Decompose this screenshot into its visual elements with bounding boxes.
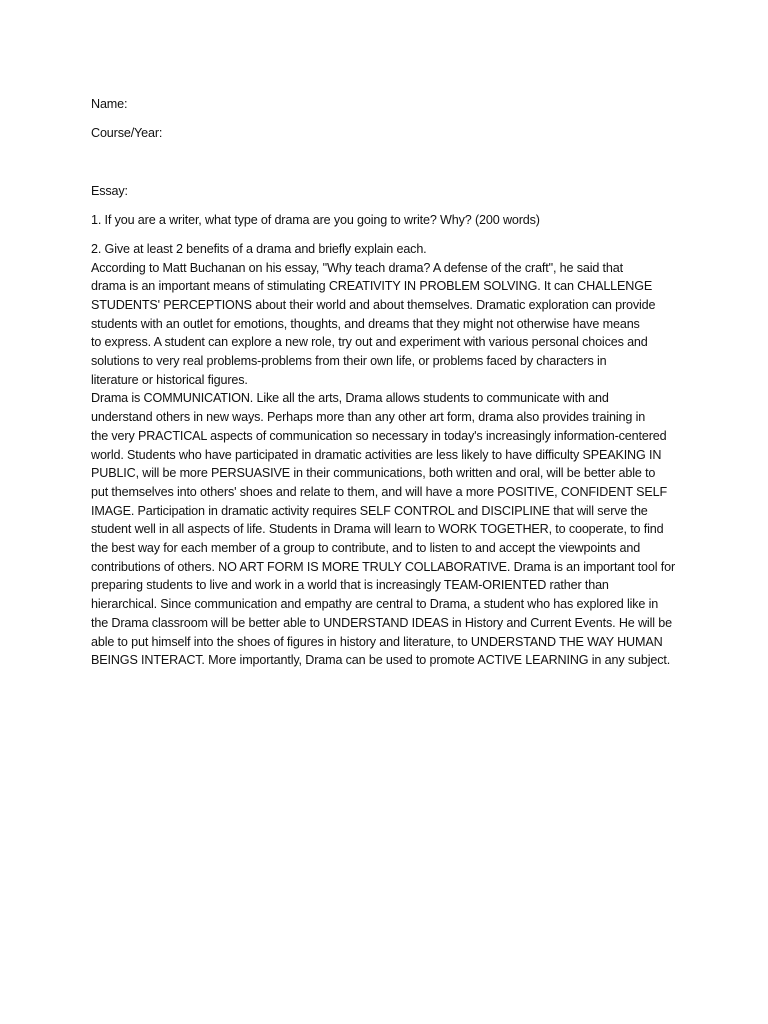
- document-page: [91, 95, 681, 670]
- paragraph-line: Drama is COMMUNICATION. Like all the arts, Drama allows students to communicate with and: [91, 391, 609, 406]
- paragraph-line: the very PRACTICAL aspects of communication so necessary in today's increasingly information-centered: [91, 428, 667, 443]
- question-2: 2. Give at least 2 benefits of a drama and briefly explain each.: [91, 241, 427, 256]
- paragraph-line: drama is an important means of stimulating CREATIVITY IN PROBLEM SOLVING. It can CHALLENGE: [91, 279, 653, 294]
- paragraph-line: BEINGS INTERACT. More importantly, Drama can be used to promote ACTIVE LEARNING in any subject.: [91, 653, 671, 668]
- paragraph-line: the best way for each member of a group to contribute, and to listen to and accept the viewpoints and: [91, 541, 641, 556]
- paragraph-line: the Drama classroom will be better able to UNDERSTAND IDEAS in History and Current Events. He will be: [91, 615, 672, 630]
- paragraph-line: students with an outlet for emotions, thoughts, and dreams that they might not otherwise have means: [91, 316, 640, 331]
- paragraph-line: understand others in new ways. Perhaps more than any other art form, drama also provides training in: [91, 410, 646, 425]
- paragraph-line: According to Matt Buchanan on his essay, "Why teach drama? A defense of the craft", he said that: [91, 260, 623, 275]
- paragraph-line: solutions to very real problems-problems from their own life, or problems faced by characters in: [91, 354, 607, 369]
- answer-paragraph-2: [91, 389, 681, 670]
- name-label: Name:: [91, 97, 128, 111]
- question-1: 1. If you are a writer, what type of drama are you going to write? Why? (200 words): [91, 213, 540, 228]
- paragraph-line: put themselves into others' shoes and relate to them, and will have a more POSITIVE, CONFIDENT SELF: [91, 484, 667, 499]
- paragraph-line: hierarchical. Since communication and empathy are central to Drama, a student who has explored like in: [91, 597, 659, 612]
- paragraph-line: IMAGE. Participation in dramatic activity requires SELF CONTROL and DISCIPLINE that will serve the: [91, 503, 648, 518]
- paragraph-line: literature or historical figures.: [91, 372, 248, 387]
- paragraph-line: contributions of others. NO ART FORM IS MORE TRULY COLLABORATIVE. Drama is an important tool for: [91, 559, 676, 574]
- paragraph-line: able to put himself into the shoes of figures in history and literature, to UNDERSTAND THE WAY HUMAN: [91, 634, 663, 649]
- course-year-label: Course/Year:: [91, 125, 163, 140]
- essay-label: Essay:: [91, 184, 128, 199]
- paragraph-line: PUBLIC, will be more PERSUASIVE in their communications, both written and oral, will be better able to: [91, 466, 656, 481]
- paragraph-line: to express. A student can explore a new role, try out and experiment with various personal choices and: [91, 335, 648, 350]
- paragraph-line: preparing students to live and work in a world that is increasingly TEAM-ORIENTED rather than: [91, 578, 609, 593]
- paragraph-line: STUDENTS' PERCEPTIONS about their world and about themselves. Dramatic exploration can provide: [91, 297, 656, 312]
- answer-paragraph-1: [91, 259, 681, 390]
- paragraph-line: student well in all aspects of life. Students in Drama will learn to WORK TOGETHER, to cooperate, to find: [91, 522, 664, 537]
- paragraph-line: world. Students who have participated in dramatic activities are less likely to have difficulty SPEAKING IN: [91, 447, 662, 462]
